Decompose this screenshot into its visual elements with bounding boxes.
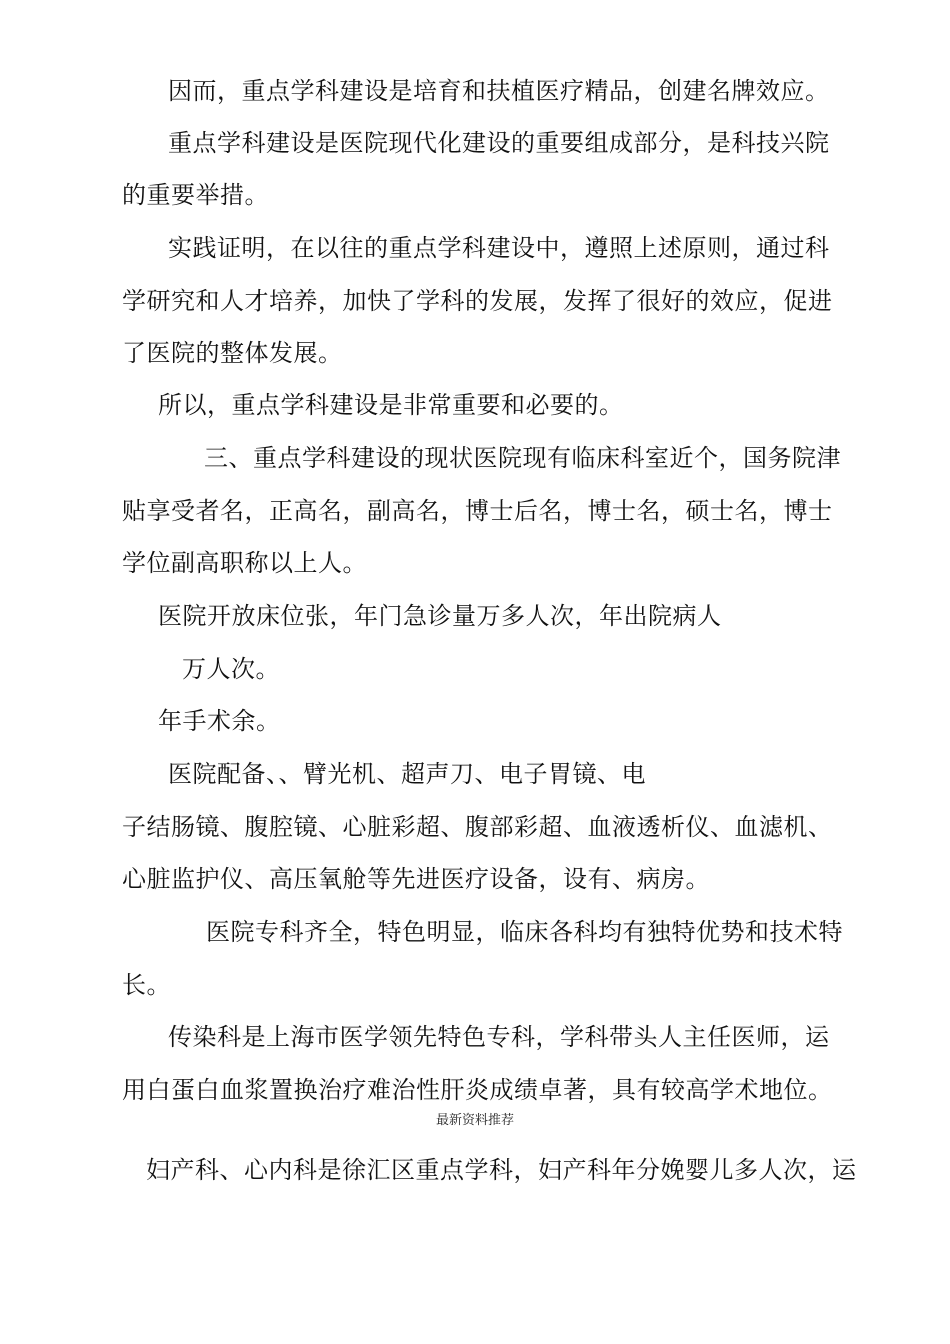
text-line-11: 医院开放床位张，年门急诊量万多人次，年出院病人 [158, 602, 722, 630]
text-line-10: 学位副高职称以上人。 [122, 549, 367, 577]
text-line-16: 心脏监护仪、高压氧舱等先进医疗设备，设有、病房。 [122, 865, 710, 893]
text-line-21: 妇产科、心内科是徐汇区重点学科，妇产科年分娩婴儿多人次，运 [146, 1156, 857, 1184]
text-line-19: 传染科是上海市医学领先特色专科，学科带头人主任医师，运 [168, 1023, 830, 1051]
text-line-20: 用白蛋白血浆置换治疗难治性肝炎成绩卓著，具有较高学术地位。 [122, 1076, 833, 1104]
text-line-13: 年手术余。 [158, 707, 281, 735]
text-line-18: 长。 [122, 971, 171, 999]
text-line-9: 贴享受者名，正高名，副高名，博士后名，博士名，硕士名，博士 [122, 497, 833, 525]
text-line-8: 三、重点学科建设的现状医院现有临床科室近个，国务院津 [204, 444, 841, 472]
text-line-3: 的重要举措。 [122, 181, 269, 209]
text-line-12: 万人次。 [182, 655, 280, 683]
text-line-7: 所以，重点学科建设是非常重要和必要的。 [158, 391, 624, 419]
text-line-6: 了医院的整体发展。 [122, 339, 343, 367]
text-line-1: 因而，重点学科建设是培育和扶植医疗精品，创建名牌效应。 [168, 77, 830, 105]
text-line-14: 医院配备、、臂光机、超声刀、电子胃镜、电 [168, 760, 646, 788]
text-line-4: 实践证明，在以往的重点学科建设中，遵照上述原则，通过科 [168, 234, 830, 262]
page-footer: 最新资料推荐 [435, 1113, 514, 1128]
text-line-2: 重点学科建设是医院现代化建设的重要组成部分，是科技兴院 [168, 129, 830, 157]
text-line-17: 医院专科齐全，特色明显，临床各科均有独特优势和技术特 [206, 918, 843, 946]
text-line-5: 学研究和人才培养，加快了学科的发展，发挥了很好的效应，促进 [122, 287, 833, 315]
text-line-15: 子结肠镜、腹腔镜、心脏彩超、腹部彩超、血液透析仪、血滤机、 [122, 813, 833, 841]
